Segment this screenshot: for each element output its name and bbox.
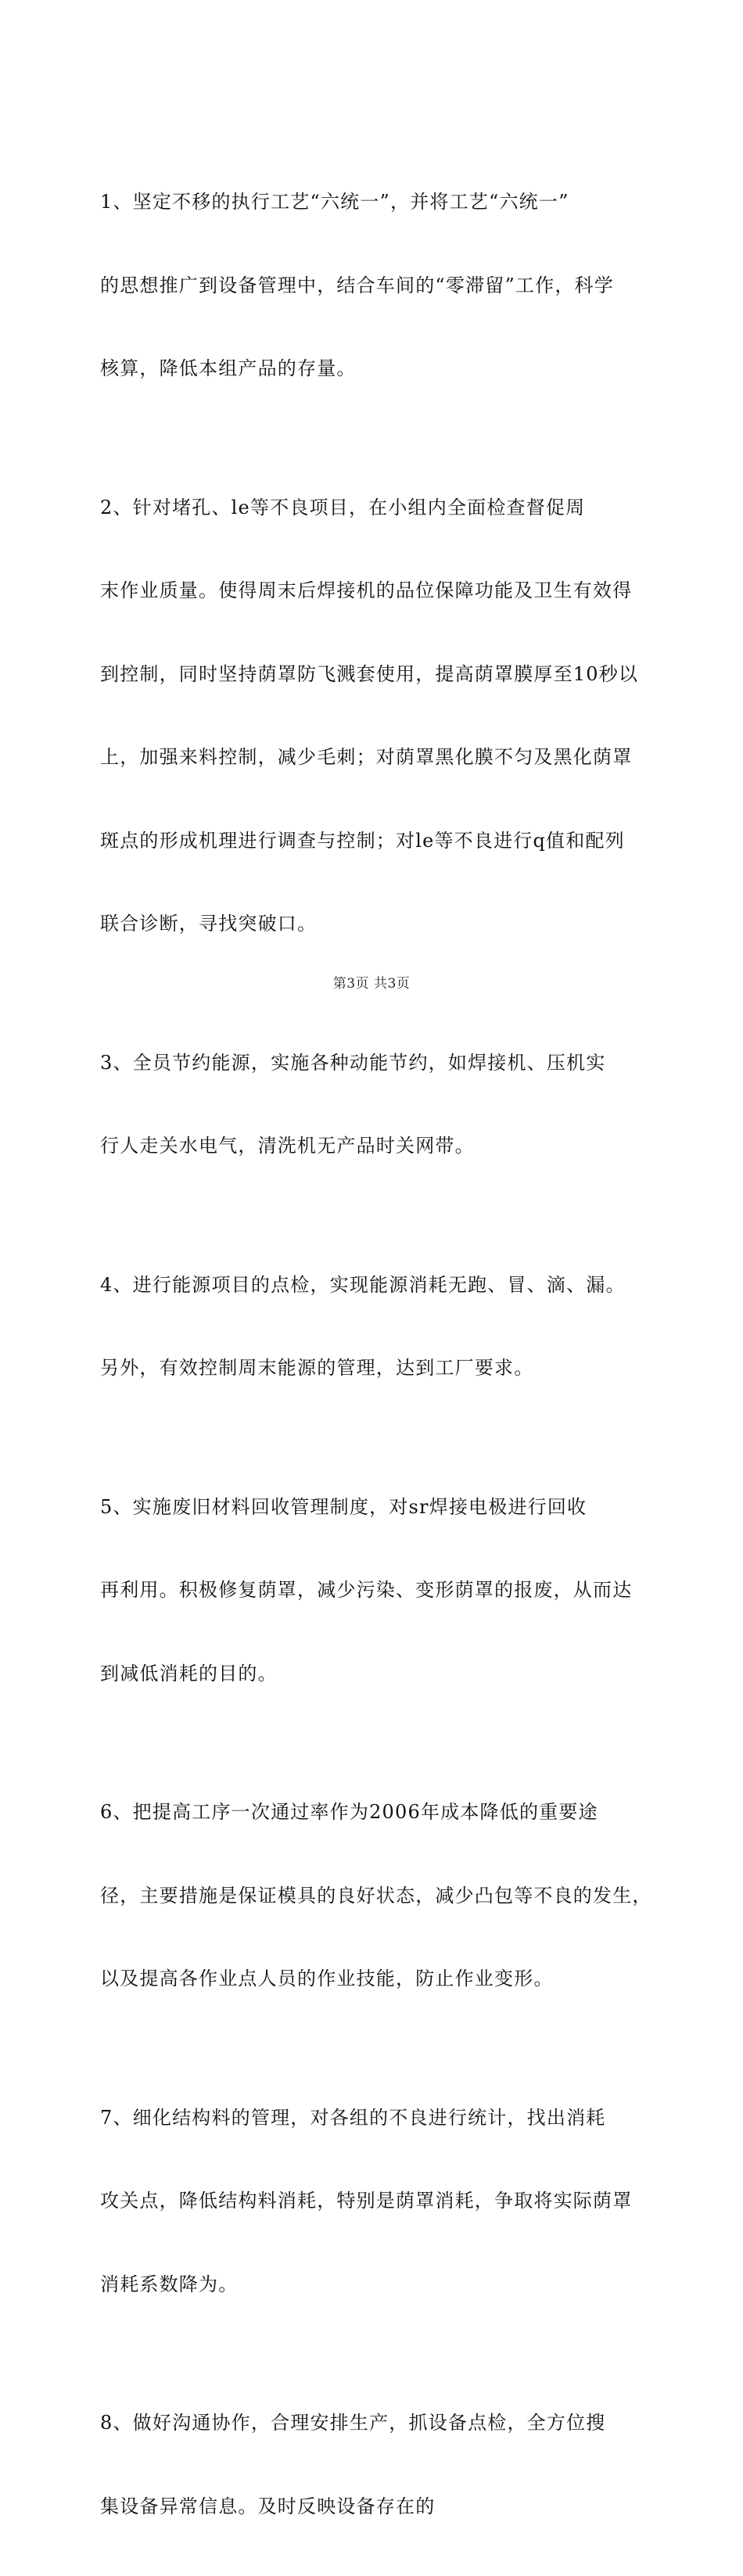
text-line: 4、进行能源项目的点检，实现能源消耗无跑、冒、滴、漏。 (100, 1273, 626, 1296)
paragraph-6 (100, 1743, 663, 2049)
text-line: 行人走关水电气，清洗机无产品时关网带。 (100, 1135, 475, 1157)
text-line: 末作业质量。使得周末后焊接机的品位保障功能及卫生有效得 (100, 579, 633, 601)
text-line: 攻关点，降低结构料消耗，特别是荫罩消耗，争取将实际荫罩 (100, 2190, 633, 2212)
paragraph-4 (100, 1216, 663, 1438)
text-line: 消耗系数降为。 (100, 2273, 239, 2295)
text-line: 2、针对堵孔、le等不良项目，在小组内全面检查督促周 (100, 496, 586, 518)
paragraph-5 (100, 1438, 663, 1744)
text-line: 1、坚定不移的执行工艺“六统一”，并将工艺“六统一” (100, 191, 569, 213)
text-line: 核算，降低本组产品的存量。 (100, 357, 357, 379)
text-line: 到减低消耗的目的。 (100, 1662, 278, 1684)
page-number-footer: 第3页 共3页 (332, 976, 411, 992)
text-line: 以及提高各作业点人员的作业技能，防止作业变形。 (100, 1968, 554, 1989)
text-line: 到控制，同时坚持荫罩防飞溅套使用，提高荫罩膜厚至10秒以 (100, 662, 639, 685)
text-line: 联合诊断，寻找突破口。 (100, 913, 318, 935)
text-line: 3、全员节约能源，实施各种动能节约，如焊接机、压机实 (100, 1051, 606, 1074)
paragraph-7 (100, 2049, 663, 2355)
text-line: 斑点的形成机理进行调查与控制；对le等不良进行q值和配列 (100, 829, 625, 852)
text-line: 5、实施废旧材料回收管理制度，对sr焊接电极进行回收 (100, 1495, 587, 1518)
text-line: 再利用。积极修复荫罩，减少污染、变形荫罩的报废，从而达 (100, 1579, 633, 1601)
text-line: 6、把提高工序一次通过率作为2006年成本降低的重要途 (100, 1801, 598, 1823)
text-line: 集设备异常信息。及时反映设备存在的 (100, 2495, 436, 2517)
paragraph-8 (100, 2354, 663, 2576)
text-line: 另外，有效控制周末能源的管理，达到工厂要求。 (100, 1357, 534, 1379)
paragraph-2 (100, 439, 663, 994)
text-line: 8、做好沟通协作，合理安排生产，抓设备点检，全方位搜 (100, 2412, 606, 2434)
text-line: 7、细化结构料的管理，对各组的不良进行统计，找出消耗 (100, 2106, 606, 2129)
text-line: 上，加强来料控制，减少毛刺；对荫罩黑化膜不匀及黑化荫罩 (100, 746, 633, 768)
paragraph-3 (100, 994, 663, 1216)
text-line: 的思想推广到设备管理中，结合车间的“零滞留”工作，科学 (100, 274, 614, 296)
paragraph-1 (100, 133, 663, 439)
document-body (100, 133, 663, 2576)
text-line: 径，主要措施是保证模具的良好状态，减少凸包等不良的发生， (100, 1884, 652, 1907)
